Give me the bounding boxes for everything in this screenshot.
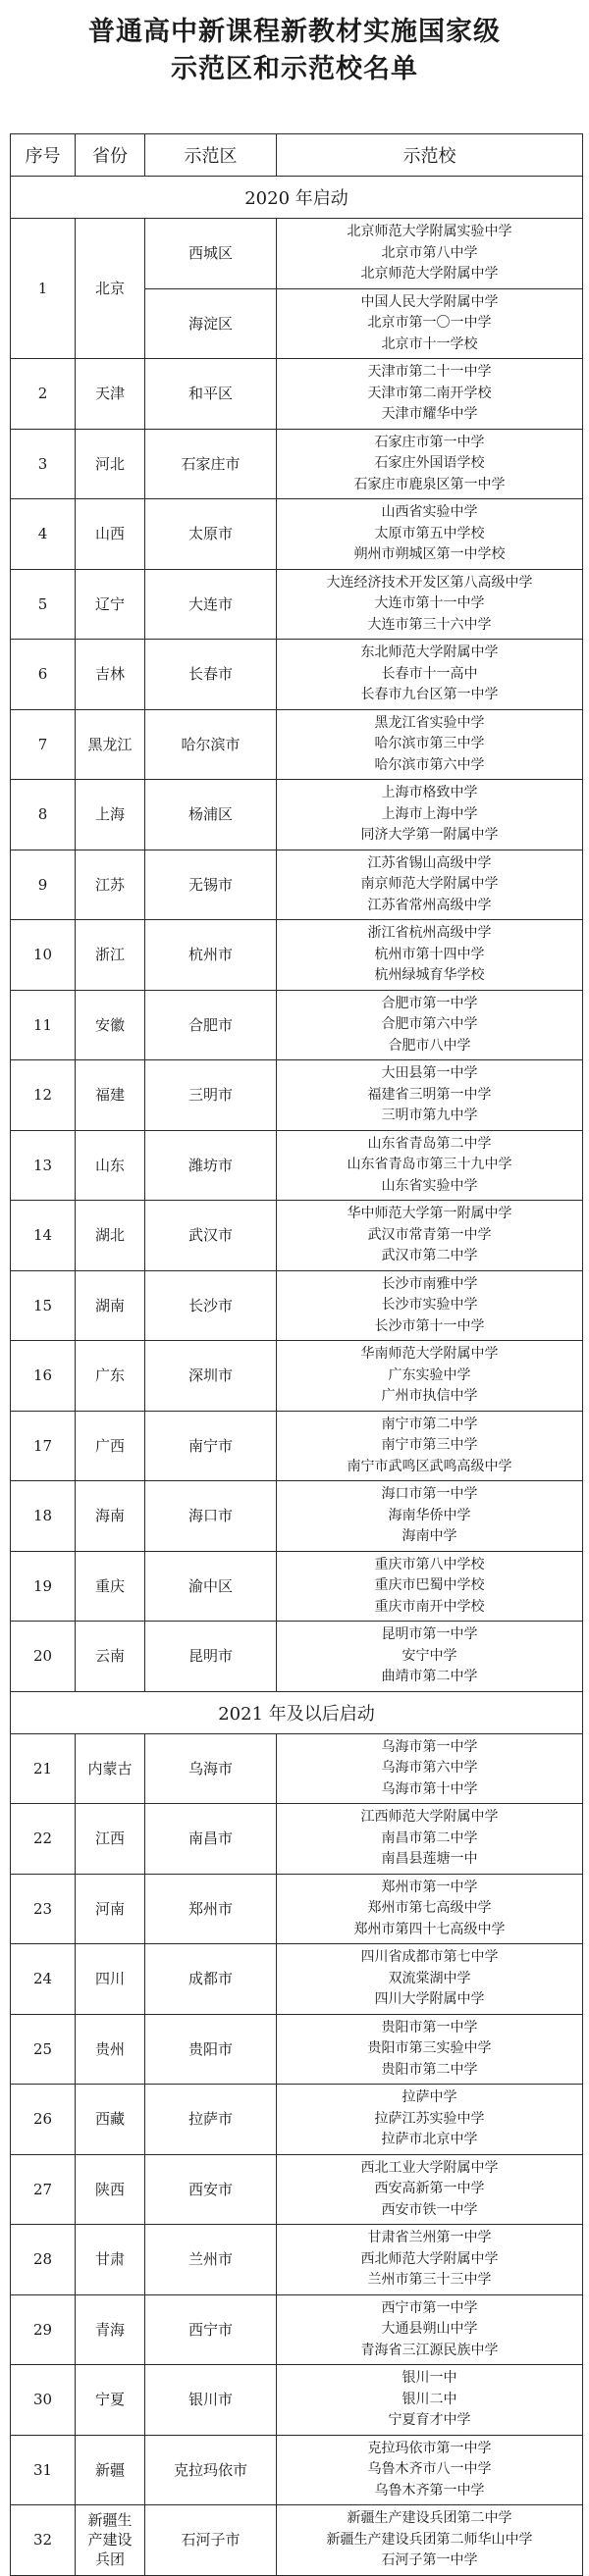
school-name: 银川二中 <box>402 2391 457 2407</box>
school-name: 长沙市南雅中学 <box>381 1275 478 1292</box>
school-name: 山东省实验中学 <box>381 1177 478 1194</box>
province-cell: 辽宁 <box>76 569 145 640</box>
table-row <box>11 2225 583 2295</box>
schools-cell <box>277 2294 583 2365</box>
district-cell: 哈尔滨市 <box>145 709 277 780</box>
province-cell: 湖北 <box>76 1201 145 1271</box>
school-name: 福建省三明第一中学 <box>367 1086 492 1103</box>
district-cell: 昆明市 <box>145 1622 277 1692</box>
school-name: 合肥市八中学 <box>388 1037 471 1054</box>
table-row <box>11 1270 583 1341</box>
row-number: 19 <box>11 1551 76 1622</box>
school-name: 海南华侨中学 <box>388 1507 471 1523</box>
province-cell: 宁夏 <box>76 2365 145 2436</box>
row-number: 12 <box>11 1060 76 1131</box>
district-cell: 太原市 <box>145 499 277 570</box>
school-name: 广州市执信中学 <box>381 1388 478 1404</box>
school-name: 青海省三江源民族中学 <box>360 2342 499 2358</box>
table-header-row <box>11 134 583 177</box>
schools-cell <box>277 1060 583 1131</box>
province-cell: 浙江 <box>76 920 145 991</box>
district-cell: 乌海市 <box>145 1733 277 1804</box>
district-cell: 三明市 <box>145 1060 277 1131</box>
school-name: 江苏省常州高级中学 <box>367 897 492 913</box>
province-cell: 青海 <box>76 2294 145 2365</box>
district-cell: 长沙市 <box>145 1270 277 1341</box>
row-number: 15 <box>11 1270 76 1341</box>
table-row <box>11 2294 583 2365</box>
schools-cell <box>277 1411 583 1481</box>
document-title-line-2: 示范区和示范校名单 <box>171 54 418 84</box>
school-name: 兰州市第三十三中学 <box>367 2272 492 2288</box>
table-row <box>11 1804 583 1875</box>
schools-cell <box>277 2225 583 2295</box>
school-name: 西安高新第一中学 <box>374 2181 485 2196</box>
school-name: 武汉市常青第一中学 <box>367 1226 492 1243</box>
school-name: 华中师范大学第一附属中学 <box>347 1206 512 1221</box>
row-number: 23 <box>11 1874 76 1944</box>
school-name: 海南中学 <box>402 1528 457 1544</box>
school-name: 西北工业大学附属中学 <box>360 2159 499 2176</box>
schools-cell <box>277 2085 583 2155</box>
schools-cell <box>277 2435 583 2505</box>
province-cell: 海南 <box>76 1481 145 1552</box>
school-name: 北京师范大学附属实验中学 <box>347 224 512 239</box>
row-number: 22 <box>11 1804 76 1875</box>
table-row <box>11 359 583 430</box>
table-row <box>11 1130 583 1201</box>
district-cell: 银川市 <box>145 2365 277 2436</box>
row-number: 30 <box>11 2365 76 2436</box>
province-cell: 新疆 <box>76 2435 145 2505</box>
row-number: 9 <box>11 850 76 920</box>
table-row <box>11 1944 583 2015</box>
table-row <box>11 2014 583 2085</box>
row-number: 25 <box>11 2014 76 2085</box>
school-name: 南宁市第三中学 <box>381 1437 478 1453</box>
school-name: 大连市第十一中学 <box>374 595 485 611</box>
province-cell: 广西 <box>76 1411 145 1481</box>
table-row <box>11 709 583 780</box>
row-number: 3 <box>11 429 76 499</box>
table-row <box>11 499 583 570</box>
row-number: 2 <box>11 359 76 430</box>
row-number: 8 <box>11 780 76 850</box>
schools-cell <box>277 569 583 640</box>
school-name: 长春市九台区第一中学 <box>360 687 499 702</box>
district-cell: 和平区 <box>145 359 277 430</box>
province-cell: 甘肃 <box>76 2225 145 2295</box>
row-number: 16 <box>11 1341 76 1412</box>
province-cell: 四川 <box>76 1944 145 2015</box>
row-number: 1 <box>11 219 76 359</box>
province-cell: 重庆 <box>76 1551 145 1622</box>
school-name: 贵阳市第一中学 <box>381 2019 478 2035</box>
province-cell: 湖南 <box>76 1270 145 1341</box>
row-number: 5 <box>11 569 76 640</box>
school-name: 石家庄市鹿泉区第一中学 <box>353 476 506 492</box>
district-cell: 海口市 <box>145 1481 277 1552</box>
row-number: 10 <box>11 920 76 991</box>
schools-cell <box>277 219 583 289</box>
schools-cell <box>277 640 583 710</box>
row-number: 21 <box>11 1733 76 1804</box>
school-name: 拉萨江苏实验中学 <box>374 2110 485 2127</box>
school-name: 西北师范大学附属中学 <box>360 2250 499 2267</box>
schools-cell <box>277 780 583 850</box>
row-number: 14 <box>11 1201 76 1271</box>
district-cell: 无锡市 <box>145 850 277 920</box>
school-name: 天津市耀华中学 <box>381 406 478 422</box>
school-name: 新疆生产建设兵团第二师华山中学 <box>326 2531 533 2548</box>
district-cell: 南昌市 <box>145 1804 277 1875</box>
district-cell: 兰州市 <box>145 2225 277 2295</box>
row-number: 18 <box>11 1481 76 1552</box>
school-name: 贵阳市第二中学 <box>381 2061 478 2078</box>
school-name: 大连市第三十六中学 <box>367 616 492 633</box>
school-name: 乌海市第一中学 <box>381 1738 478 1755</box>
table-row <box>11 219 583 289</box>
school-name: 贵阳市第三实验中学 <box>367 2040 492 2056</box>
district-cell: 武汉市 <box>145 1201 277 1271</box>
schools-table <box>10 133 583 2576</box>
school-name: 天津市第二十一中学 <box>367 364 492 380</box>
schools-cell <box>277 1341 583 1412</box>
district-cell: 渝中区 <box>145 1551 277 1622</box>
district-cell: 杨浦区 <box>145 780 277 850</box>
table-row <box>11 429 583 499</box>
province-cell: 黑龙江 <box>76 709 145 780</box>
school-name: 大通县朔山中学 <box>381 2321 478 2337</box>
school-name: 郑州市第一中学 <box>381 1879 478 1895</box>
school-name: 黑龙江省实验中学 <box>374 714 485 731</box>
schools-cell <box>277 990 583 1060</box>
row-number: 28 <box>11 2225 76 2295</box>
province-cell: 山东 <box>76 1130 145 1201</box>
school-name: 杭州绿城育华学校 <box>374 967 485 983</box>
schools-cell <box>277 429 583 499</box>
schools-cell <box>277 1944 583 2015</box>
school-name: 合肥市第一中学 <box>381 995 478 1011</box>
school-name: 上海市上海中学 <box>381 805 478 822</box>
row-number: 7 <box>11 709 76 780</box>
school-name: 郑州市第四十七高级中学 <box>353 1921 506 1937</box>
province-cell: 陕西 <box>76 2154 145 2225</box>
district-cell: 杭州市 <box>145 920 277 991</box>
district-cell: 石家庄市 <box>145 429 277 499</box>
table-row <box>11 1201 583 1271</box>
school-name: 海口市第一中学 <box>381 1486 478 1502</box>
row-number: 32 <box>11 2505 76 2576</box>
section-label: 2020 年启动 <box>11 177 583 219</box>
row-number: 13 <box>11 1130 76 1201</box>
school-name: 三明市第九中学 <box>381 1108 478 1123</box>
table-row <box>11 569 583 640</box>
table-row <box>11 850 583 920</box>
row-number: 4 <box>11 499 76 570</box>
province-line: 新疆生 <box>87 2511 133 2530</box>
school-name: 银川一中 <box>402 2370 457 2386</box>
school-name: 安宁中学 <box>402 1647 457 1664</box>
school-name: 合肥市第六中学 <box>381 1016 478 1032</box>
row-number: 26 <box>11 2085 76 2155</box>
province-cell: 上海 <box>76 780 145 850</box>
school-name: 乌鲁木齐市八一中学 <box>367 2461 492 2477</box>
school-name: 杭州市第十四中学 <box>374 946 485 962</box>
school-name: 四川省成都市第七中学 <box>360 1949 499 1965</box>
header-province: 省份 <box>76 134 145 177</box>
school-name: 乌鲁木齐第一中学 <box>374 2482 485 2499</box>
school-name: 重庆市第八中学校 <box>374 1556 485 1572</box>
school-name: 甘肃省兰州第一中学 <box>367 2230 492 2245</box>
school-name: 朔州市朔城区第一中学校 <box>353 546 506 562</box>
province-cell: 天津 <box>76 359 145 430</box>
schools-cell <box>277 2505 583 2576</box>
school-name: 石家庄市第一中学 <box>374 434 485 450</box>
district-cell: 贵阳市 <box>145 2014 277 2085</box>
schools-cell <box>277 1551 583 1622</box>
school-name: 东北师范大学附属中学 <box>360 644 499 660</box>
schools-cell <box>277 359 583 430</box>
school-name: 大连经济技术开发区第八高级中学 <box>326 574 533 591</box>
school-name: 广东实验中学 <box>388 1366 471 1383</box>
province-line: 兵团 <box>94 2550 125 2569</box>
row-number: 17 <box>11 1411 76 1481</box>
school-name: 石家庄外国语学校 <box>374 455 485 471</box>
table-row <box>11 2154 583 2225</box>
province-cell: 山西 <box>76 499 145 570</box>
schools-cell <box>277 2365 583 2436</box>
school-name: 中国人民大学附属中学 <box>360 293 499 310</box>
school-name: 克拉玛依市第一中学 <box>367 2440 492 2456</box>
table-row <box>11 780 583 850</box>
school-name: 长春市十一高中 <box>381 665 478 682</box>
district-cell: 郑州市 <box>145 1874 277 1944</box>
schools-cell <box>277 2014 583 2085</box>
province-cell: 内蒙古 <box>76 1733 145 1804</box>
schools-cell <box>277 2154 583 2225</box>
school-name: 北京市十一学校 <box>381 335 478 352</box>
schools-cell <box>277 288 583 359</box>
table-row <box>11 1551 583 1622</box>
school-name: 昆明市第一中学 <box>381 1626 478 1642</box>
table-row <box>11 1411 583 1481</box>
schools-cell <box>277 1481 583 1552</box>
header-schools: 示范校 <box>277 134 583 177</box>
school-name: 哈尔滨市第六中学 <box>374 756 485 773</box>
province-cell: 福建 <box>76 1060 145 1131</box>
school-name: 双流棠湖中学 <box>388 1970 471 1986</box>
table-row <box>11 990 583 1060</box>
school-name: 西宁市第一中学 <box>381 2299 478 2316</box>
school-name: 乌海市第六中学 <box>381 1760 478 1776</box>
section-label: 2021 年及以后启动 <box>11 1691 583 1733</box>
schools-cell <box>277 1270 583 1341</box>
district-cell: 拉萨市 <box>145 2085 277 2155</box>
schools-cell <box>277 1622 583 1692</box>
district-cell: 合肥市 <box>145 990 277 1060</box>
school-name: 武汉市第二中学 <box>381 1248 478 1263</box>
school-name: 山西省实验中学 <box>381 504 478 520</box>
province-cell: 河南 <box>76 1874 145 1944</box>
school-name: 乌海市第十中学 <box>381 1780 478 1797</box>
district-cell: 克拉玛依市 <box>145 2435 277 2505</box>
table-row <box>11 2505 583 2576</box>
schools-cell <box>277 1130 583 1201</box>
document-title-line-1: 普通高中新课程新教材实施国家级 <box>88 17 501 47</box>
row-number: 29 <box>11 2294 76 2365</box>
table-row <box>11 2435 583 2505</box>
province-cell <box>76 2505 145 2576</box>
province-cell: 吉林 <box>76 640 145 710</box>
province-cell: 云南 <box>76 1622 145 1692</box>
school-name: 北京师范大学附属中学 <box>360 266 499 282</box>
schools-cell <box>277 1733 583 1804</box>
province-cell: 江苏 <box>76 850 145 920</box>
table-row <box>11 1622 583 1692</box>
school-name: 华南师范大学附属中学 <box>360 1346 499 1362</box>
district-cell: 南宁市 <box>145 1411 277 1481</box>
school-name: 北京市第一〇一中学 <box>367 315 492 331</box>
school-name: 江苏省锡山高级中学 <box>367 854 492 871</box>
school-name: 南宁市武鸣区武鸣高级中学 <box>347 1458 512 1474</box>
school-name: 江西师范大学附属中学 <box>360 1809 499 1825</box>
table-row <box>11 1481 583 1552</box>
schools-cell <box>277 1201 583 1271</box>
row-number: 20 <box>11 1622 76 1692</box>
school-name: 长沙市实验中学 <box>381 1297 478 1313</box>
school-name: 山东省青岛第二中学 <box>367 1135 492 1152</box>
schools-cell <box>277 1874 583 1944</box>
header-district: 示范区 <box>145 134 277 177</box>
school-name: 哈尔滨市第三中学 <box>374 736 485 751</box>
schools-cell <box>277 920 583 991</box>
schools-cell <box>277 1804 583 1875</box>
table-row <box>11 2085 583 2155</box>
school-name: 南宁市第二中学 <box>381 1416 478 1432</box>
district-cell: 西安市 <box>145 2154 277 2225</box>
school-name: 南京师范大学附属中学 <box>360 876 499 892</box>
district-cell: 石河子市 <box>145 2505 277 2576</box>
school-name: 宁夏育才中学 <box>388 2412 471 2428</box>
school-name: 北京市第八中学 <box>381 244 478 261</box>
district-cell: 成都市 <box>145 1944 277 2015</box>
row-number: 24 <box>11 1944 76 2015</box>
school-name: 四川大学附属中学 <box>374 1991 485 2007</box>
school-name: 重庆市巴蜀中学校 <box>374 1577 485 1593</box>
table-row <box>11 1060 583 1131</box>
district-cell: 西宁市 <box>145 2294 277 2365</box>
school-name: 天津市第二南开学校 <box>367 385 492 401</box>
schools-cell <box>277 499 583 570</box>
school-name: 南昌市第二中学 <box>381 1829 478 1846</box>
province-cell: 北京 <box>76 219 145 359</box>
table-row <box>11 2365 583 2436</box>
province-cell: 河北 <box>76 429 145 499</box>
school-name: 郑州市第七高级中学 <box>367 1900 492 1916</box>
school-name: 曲靖市第二中学 <box>381 1669 478 1684</box>
table-row <box>11 1874 583 1944</box>
school-name: 山东省青岛市第三十九中学 <box>347 1157 512 1172</box>
table-row <box>11 920 583 991</box>
district-cell: 大连市 <box>145 569 277 640</box>
school-name: 同济大学第一附属中学 <box>360 827 499 843</box>
school-name: 太原市第五中学校 <box>374 525 485 541</box>
school-name: 重庆市南开中学校 <box>374 1598 485 1615</box>
province-cell: 江西 <box>76 1804 145 1875</box>
school-name: 拉萨市北京中学 <box>381 2132 478 2147</box>
district-cell: 深圳市 <box>145 1341 277 1412</box>
district-cell: 长春市 <box>145 640 277 710</box>
school-name: 浙江省杭州高级中学 <box>367 925 492 941</box>
school-name: 西安市铁一中学 <box>381 2201 478 2218</box>
province-cell: 广东 <box>76 1341 145 1412</box>
province-line: 产建设 <box>87 2531 133 2550</box>
province-cell: 贵州 <box>76 2014 145 2085</box>
school-name: 南昌县莲塘一中 <box>381 1851 478 1867</box>
schools-cell <box>277 850 583 920</box>
district-cell: 潍坊市 <box>145 1130 277 1201</box>
school-name: 大田县第一中学 <box>381 1065 478 1081</box>
table-row <box>11 640 583 710</box>
table-row <box>11 1733 583 1804</box>
table-row <box>11 1341 583 1412</box>
section-row <box>11 177 583 219</box>
school-name: 长沙市第十一中学 <box>374 1317 485 1334</box>
row-number: 31 <box>11 2435 76 2505</box>
school-name: 拉萨中学 <box>402 2089 457 2105</box>
school-name: 上海市格致中学 <box>381 785 478 800</box>
header-number: 序号 <box>11 134 76 177</box>
schools-cell <box>277 709 583 780</box>
province-cell: 西藏 <box>76 2085 145 2155</box>
table-body <box>11 177 583 2576</box>
province-cell: 安徽 <box>76 990 145 1060</box>
school-name: 石河子第一中学 <box>381 2552 478 2568</box>
row-number: 27 <box>11 2154 76 2225</box>
section-row <box>11 1691 583 1733</box>
row-number: 6 <box>11 640 76 710</box>
district-cell: 海淀区 <box>145 288 277 359</box>
row-number: 11 <box>11 990 76 1060</box>
district-cell: 西城区 <box>145 219 277 289</box>
school-name: 新疆生产建设兵团第二中学 <box>347 2510 512 2526</box>
